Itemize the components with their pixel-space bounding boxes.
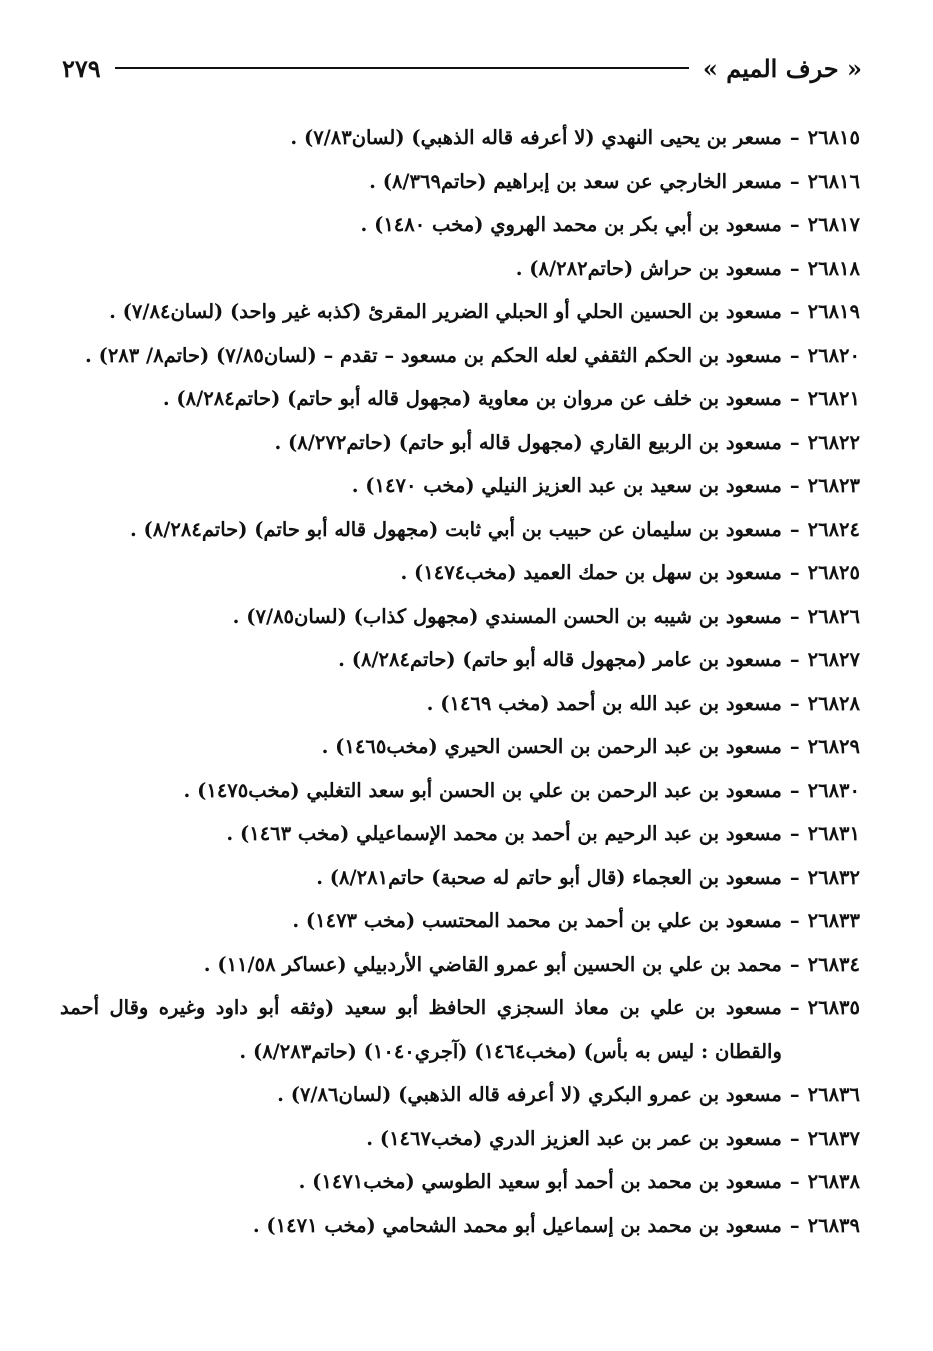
list-item <box>60 1117 860 1161</box>
entry-number: ٢٦٨١٨ <box>807 256 860 280</box>
entry-text: مسعود بن الربيع القاري (مجهول قاله أبو حاتم) (حاتم٨/٢٧٢) . <box>274 430 782 454</box>
entry-number: ٢٦٨٣٦ <box>807 1083 860 1106</box>
entry-text: مسعود بن حراش (حاتم٨/٢٨٢) . <box>515 256 782 280</box>
entry-number: ٢٦٨٣٧ <box>807 1126 860 1150</box>
list-item <box>60 508 860 552</box>
entry-dash: – <box>789 996 800 1019</box>
entry-number: ٢٦٨٢٢ <box>807 430 860 454</box>
list-item <box>60 160 860 204</box>
entry-number: ٢٦٨٢٧ <box>807 648 860 671</box>
entry-text: مسعود بن سهل بن حمك العميد (مخب١٤٧٤) . <box>400 561 782 584</box>
list-item <box>60 203 860 247</box>
list-item <box>60 812 860 856</box>
entry-dash: – <box>789 1170 800 1193</box>
entry-number: ٢٦٨٢٤ <box>807 517 860 541</box>
entry-number: ٢٦٨٣١ <box>807 822 860 845</box>
entry-dash: – <box>789 909 800 932</box>
entry-dash: – <box>789 169 800 193</box>
entry-text: مسعود بن عبد الرحيم بن أحمد بن محمد الإسماعيلي (مخب ١٤٦٣) . <box>226 822 782 845</box>
entry-text: مسعر الخارجي عن سعد بن إبراهيم (حاتم٨/٣٦٩) . <box>369 169 782 193</box>
entry-dash: – <box>789 952 800 976</box>
entry-text: مسعود بن عمر بن عبد العزيز الدري (مخب١٤٦٧) . <box>366 1126 782 1150</box>
entry-text: مسعود بن محمد بن أحمد أبو سعيد الطوسي (مخب١٤٧١) . <box>298 1170 782 1193</box>
entry-dash: – <box>789 474 800 497</box>
list-item <box>60 377 860 421</box>
entry-dash: – <box>789 343 800 367</box>
entry-text: محمد بن علي بن الحسين أبو عمرو القاضي الأردبيلي (عساكر ١١/٥٨) . <box>203 952 782 976</box>
entry-text: مسعود بن عامر (مجهول قاله أبو حاتم) (حاتم٨/٢٨٤) . <box>338 648 782 671</box>
entry-number: ٢٦٨٢٥ <box>807 561 860 584</box>
entry-number: ٢٦٨٢٣ <box>807 474 860 497</box>
entry-text: مسعود بن سعيد بن عبد العزيز النيلي (مخب ١٤٧٠) . <box>351 474 782 497</box>
entry-dash: – <box>789 300 800 323</box>
entry-text: مسعود بن أبي بكر بن محمد الهروي (مخب ١٤٨٠) . <box>360 213 782 236</box>
entry-text: مسعود بن عبد الرحمن بن الحسن الحيري (مخب١٤٦٥) . <box>321 735 782 758</box>
entry-text: مسعود بن سليمان عن حبيب بن أبي ثابت (مجهول قاله أبو حاتم) (حاتم٨/٢٨٤) . <box>129 517 782 541</box>
entry-dash: – <box>789 517 800 541</box>
entry-number: ٢٦٨٣٤ <box>807 952 860 976</box>
entry-number: ٢٦٨٢٨ <box>807 691 860 715</box>
entry-dash: – <box>789 691 800 715</box>
list-item <box>60 551 860 595</box>
entry-number: ٢٦٨٢٠ <box>807 343 860 367</box>
entry-text: مسعود بن عبد الرحمن بن علي بن الحسن أبو سعد التغلبي (مخب١٤٧٥) . <box>183 778 782 802</box>
list-item <box>60 290 860 334</box>
entry-number: ٢٦٨٢١ <box>807 387 860 410</box>
entry-number: ٢٦٨٣٣ <box>807 909 860 932</box>
list-item <box>60 334 860 378</box>
entry-text: مسعود بن علي بن معاذ السجزي الحافظ أبو سعيد (وثقه أبو داود وغيره وقال أحمد والقطان : ليس به بأس) (مخب١٤٦٤) (آجري١٠٤٠) (حاتم٨/٢٨٣) . <box>60 996 782 1063</box>
list-item <box>60 899 860 943</box>
entry-text: مسعود بن علي بن أحمد بن محمد المحتسب (مخب ١٤٧٣) . <box>292 909 782 932</box>
entry-number: ٢٦٨٣٥ <box>807 996 860 1019</box>
entry-text: مسعود بن عبد الله بن أحمد (مخب ١٤٦٩) . <box>426 691 782 715</box>
entry-text: مسعود بن خلف عن مروان بن معاوية (مجهول قاله أبو حاتم) (حاتم٨/٢٨٤) . <box>162 387 782 410</box>
entry-dash: – <box>789 648 800 671</box>
entry-dash: – <box>789 735 800 758</box>
entry-text: مسعود بن العجماء (قال أبو حاتم له صحبة) حاتم٨/٢٨١) . <box>316 865 782 889</box>
entry-number: ٢٦٨٢٦ <box>807 604 860 628</box>
entry-dash: – <box>789 387 800 410</box>
entry-dash: – <box>789 256 800 280</box>
entry-text: مسعر بن يحيى النهدي (لا أعرفه قاله الذهبي) (لسان٧/٨٣) . <box>290 126 782 149</box>
entry-dash: – <box>789 126 800 149</box>
entry-number: ٢٦٨١٧ <box>807 213 860 236</box>
list-item <box>60 595 860 639</box>
entry-number: ٢٦٨١٩ <box>807 300 860 323</box>
entry-number: ٢٦٨٣٨ <box>807 1170 860 1193</box>
list-item <box>60 943 860 987</box>
entry-text: مسعود بن الحكم الثقفي لعله الحكم بن مسعود – تقدم – (لسان٧/٨٥) (حاتم٨/ ٢٨٣) . <box>85 343 782 367</box>
entry-dash: – <box>789 213 800 236</box>
list-item <box>60 116 860 160</box>
entry-dash: – <box>789 1083 800 1106</box>
entry-number: ٢٦٨١٥ <box>807 126 860 149</box>
entry-dash: – <box>789 1126 800 1150</box>
header-rule <box>115 67 689 69</box>
list-item <box>60 769 860 813</box>
entry-dash: – <box>789 430 800 454</box>
entry-number: ٢٦٨٣٢ <box>807 865 860 889</box>
list-item <box>60 682 860 726</box>
entry-text: مسعود بن الحسين الحلي أو الحبلي الضرير المقرئ (كذبه غير واحد) (لسان٧/٨٤) . <box>109 300 782 323</box>
entry-number: ٢٦٨٣٠ <box>807 778 860 802</box>
entry-list <box>60 116 860 1247</box>
entry-dash: – <box>789 1213 800 1237</box>
entry-dash: – <box>789 561 800 584</box>
list-item <box>60 247 860 291</box>
list-item <box>60 856 860 900</box>
entry-text: مسعود بن عمرو البكري (لا أعرفه قاله الذهبي) (لسان٧/٨٦) . <box>277 1083 782 1106</box>
entry-text: مسعود بن شيبه بن الحسن المسندي (مجهول كذاب) (لسان٧/٨٥) . <box>232 604 782 628</box>
chapter-title: « حرف الميم » <box>702 53 862 83</box>
entry-number: ٢٦٨٣٩ <box>807 1213 860 1237</box>
page-number: ٢٧٩ <box>62 53 101 83</box>
list-item <box>60 1204 860 1248</box>
entry-dash: – <box>789 604 800 628</box>
list-item <box>60 464 860 508</box>
list-item <box>60 725 860 769</box>
entry-dash: – <box>789 865 800 889</box>
entry-dash: – <box>789 778 800 802</box>
page-header <box>62 48 862 88</box>
entry-number: ٢٦٨١٦ <box>807 169 860 193</box>
list-item <box>60 421 860 465</box>
list-item <box>60 986 860 1073</box>
list-item <box>60 638 860 682</box>
entry-number: ٢٦٨٢٩ <box>807 735 860 758</box>
entry-text: مسعود بن محمد بن إسماعيل أبو محمد الشحامي (مخب ١٤٧١) . <box>252 1213 782 1237</box>
entry-dash: – <box>789 822 800 845</box>
list-item <box>60 1073 860 1117</box>
list-item <box>60 1160 860 1204</box>
